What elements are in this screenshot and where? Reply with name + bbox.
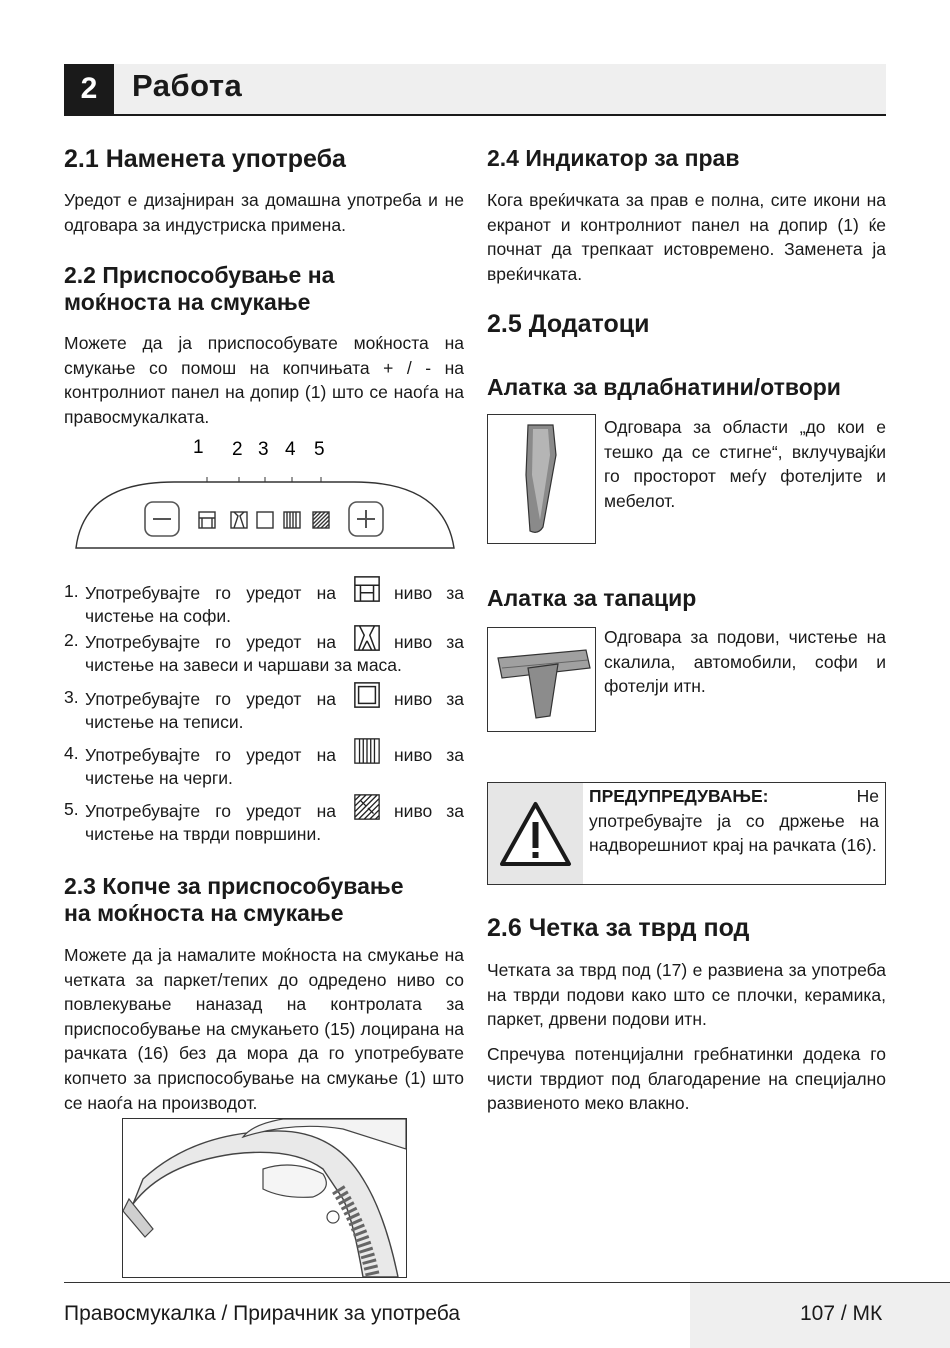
handle-illustration-frame [122,1118,407,1278]
section-2-6-heading: 2.6 Четка за тврд под [487,914,750,942]
panel-label-3: 3 [258,439,269,460]
section-2-1-text: Уредот е дизајниран за домашна употреба и не одговара за индустриска примена. [64,190,464,235]
panel-label-2: 2 [232,439,243,460]
warning-text: употребувајте ја со држење на надворешниот крај на рачката (16). [589,810,879,856]
panel-label-1: 1 [193,437,204,458]
footer-title: Правосмукалка / Прирачник за употреба [64,1302,461,1325]
sofa-icon [352,575,382,603]
curtain-icon [352,624,382,652]
section-2-3-heading-line2: на моќноста на смукање [64,900,344,926]
chapter-title: Работа [132,68,243,103]
panel-label-4: 4 [285,439,296,460]
upholstery-tool-heading: Алатка за тапацир [487,585,697,611]
section-2-3-heading-line1: 2.3 Копче за приспособување [64,873,404,899]
warning-first-line [589,784,879,809]
crevice-tool-image-frame [487,414,596,544]
section-2-4-heading: 2.4 Индикатор за прав [487,145,740,171]
section-2-6-text-2: Спречува потенцијални гребнатинки додека го чисти тврдиот под благодарение на специјално развиеното меко влакно. [487,1044,886,1114]
section-2-5-heading: 2.5 Додатоци [487,310,650,338]
chapter-number: 2 [64,64,114,114]
carpet-icon [352,681,382,709]
warning-triangle-icon [498,800,573,868]
section-2-4-text: Кога вреќичката за прав е полна, сите икони на екранот и контролниот панел на допир (1) ќе почнат да трепкаат истовремено. Заменета ја вреќичката. [487,190,886,284]
warning-label: ПРЕДУПРЕДУВАЊЕ: [589,786,769,806]
section-2-6-text-1: Четката за тврд под (17) е развиена за употреба на тврди подови како што се плочки, керамика, паркет, дрвени подови итн. [487,960,886,1030]
upholstery-tool-text: Одговара за подови, чистење на скалила, автомобили, софи и фотелји итн. [604,627,886,697]
section-2-3-text: Можете да ја намалите моќноста на смукање на четката за паркет/тепих до одредено ниво со повлекување наназад на контролата за приспособување на смукањето (15) лоцирана на рачката (16) без да мора да го употребувате копчето за приспособување на смукање (1) што се наоѓа на производот. [64,945,464,1113]
hard-floor-icon [352,793,382,821]
control-panel-illustration [64,430,464,560]
upholstery-tool-icon [488,628,595,731]
upholstery-tool-image-frame [487,627,596,732]
handle-illustration [123,1119,406,1277]
section-2-2-heading-line1: 2.2 Приспособување на [64,262,335,288]
section-2-2-heading-line2: моќноста на смукање [64,289,311,315]
crevice-tool-heading: Алатка за вдлабнатини/отвори [487,374,841,400]
warning-first-word: Не [856,786,879,806]
section-2-2-text: Можете да ја приспособувате моќноста на смукање со помош на копчињата + / - на контролниот панел на допир (1) што се наоѓа на правосмукалката. [64,333,464,427]
section-2-1-heading: 2.1 Наменета употреба [64,145,346,173]
rug-icon [352,737,382,765]
panel-label-5: 5 [314,439,325,460]
crevice-tool-icon [488,415,595,543]
footer-page-number: 107 / МК [800,1302,883,1325]
crevice-tool-text: Одговара за области „до кои е тешко да се стигне“, вклучувајќи го просторот меѓу фотелјите и мебелот. [604,417,886,511]
